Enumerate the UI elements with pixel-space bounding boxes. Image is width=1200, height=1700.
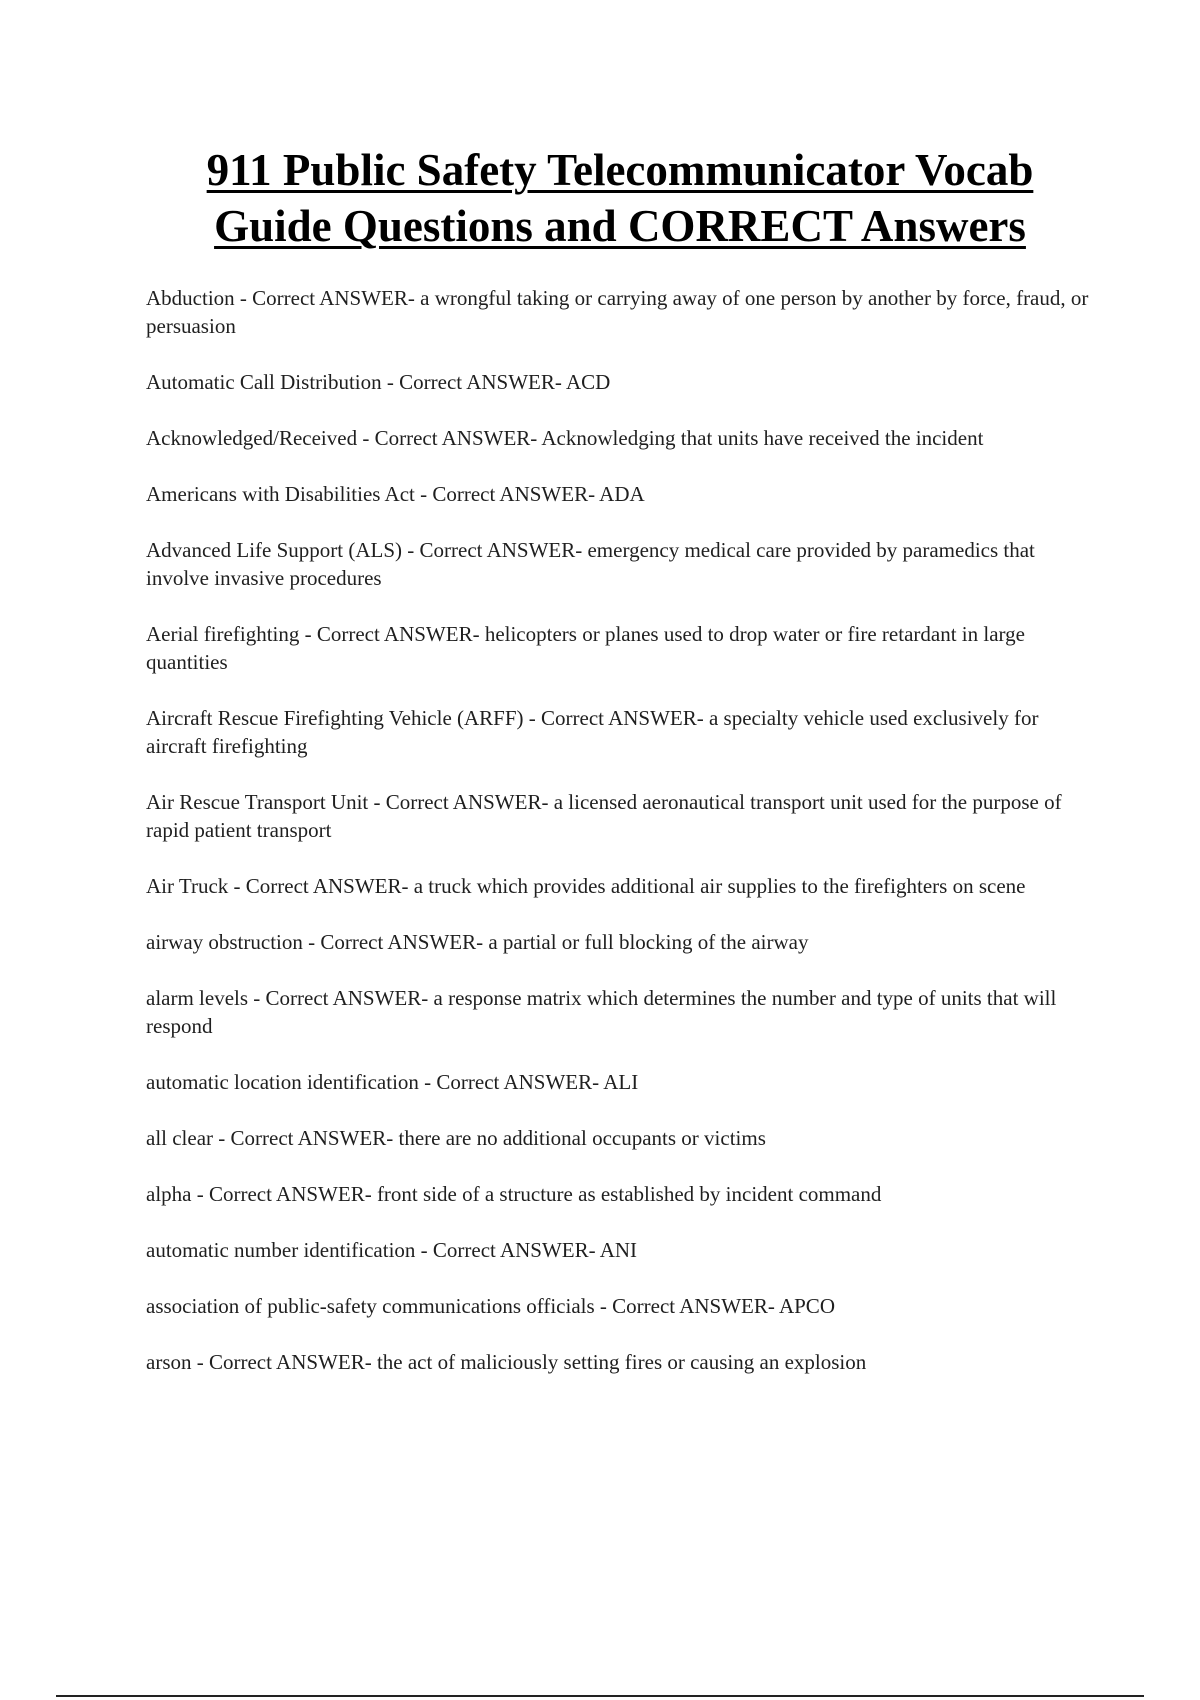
- vocab-entry: Air Rescue Transport Unit - Correct ANSWER- a licensed aeronautical transport unit used for the purpose of rapid patient transport: [146, 790, 1062, 842]
- vocab-entry: Automatic Call Distribution - Correct ANSWER- ACD: [146, 370, 611, 394]
- vocab-entry: arson - Correct ANSWER- the act of maliciously setting fires or causing an explosion: [146, 1350, 867, 1374]
- vocab-entry: Air Truck - Correct ANSWER- a truck which provides additional air supplies to the firefighters on scene: [146, 874, 1026, 898]
- vocab-entry: association of public-safety communications officials - Correct ANSWER- APCO: [146, 1294, 835, 1318]
- title-line-1: 911 Public Safety Telecommunicator Vocab: [206, 145, 1034, 195]
- vocab-entry: automatic location identification - Correct ANSWER- ALI: [146, 1070, 639, 1094]
- document-title: [100, 142, 1140, 254]
- footer-divider: [56, 1695, 1144, 1697]
- vocab-entry: Abduction - Correct ANSWER- a wrongful taking or carrying away of one person by another by force, fraud, or persuasion: [146, 286, 1089, 338]
- vocab-entry: Acknowledged/Received - Correct ANSWER- Acknowledging that units have received the incident: [146, 426, 984, 450]
- title-line-2: Guide Questions and CORRECT Answers: [214, 201, 1026, 251]
- vocab-entry: all clear - Correct ANSWER- there are no additional occupants or victims: [146, 1126, 766, 1150]
- vocab-list: [146, 284, 1096, 1404]
- vocab-entry: automatic number identification - Correct ANSWER- ANI: [146, 1238, 638, 1262]
- vocab-entry: airway obstruction - Correct ANSWER- a partial or full blocking of the airway: [146, 930, 809, 954]
- vocab-entry: alarm levels - Correct ANSWER- a response matrix which determines the number and type of units that will respond: [146, 986, 1057, 1038]
- vocab-entry: Americans with Disabilities Act - Correct ANSWER- ADA: [146, 482, 645, 506]
- vocab-entry: Aerial firefighting - Correct ANSWER- helicopters or planes used to drop water or fire retardant in large quantities: [146, 622, 1025, 674]
- vocab-entry: Aircraft Rescue Firefighting Vehicle (ARFF) - Correct ANSWER- a specialty vehicle used exclusively for aircraft firefighting: [146, 706, 1039, 758]
- vocab-entry: alpha - Correct ANSWER- front side of a structure as established by incident command: [146, 1182, 882, 1206]
- vocab-entry: Advanced Life Support (ALS) - Correct ANSWER- emergency medical care provided by paramedics that involve invasive procedures: [146, 538, 1035, 590]
